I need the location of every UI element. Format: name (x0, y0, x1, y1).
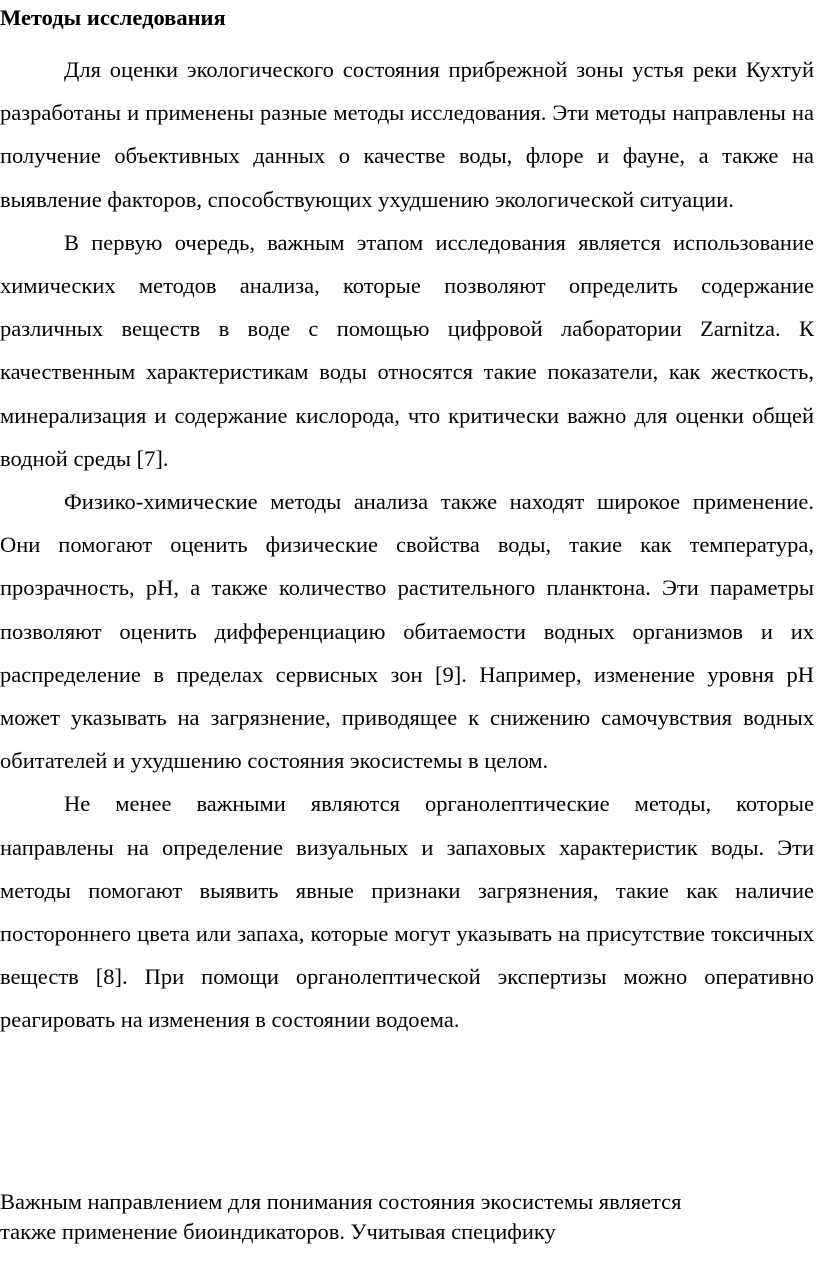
paragraph-bioindicators (0, 1187, 800, 1247)
paragraph-intro: Для оценки экологического состояния прибрежной зоны устья реки Кухтуй разработаны и применены разные методы исследования. Эти методы направлены на получение объективных данных о качестве воды, флоре и фауне, а также на выявление факторов, способствующих ухудшению экологической ситуации. (0, 57, 814, 212)
paragraph-organoleptic-methods: Не менее важными являются органолептические методы, которые направлены на определение визуальных и запаховых характеристик воды. Эти методы помогают выявить явные признаки загрязнения, такие как наличие постороннего цвета или запаха, которые могут указывать на присутствие токсичных веществ [8]. При помощи органолептической экспертизы можно оперативно реагировать на изменения в состоянии водоема. (0, 791, 814, 1033)
section-heading: Методы исследования (0, 5, 226, 30)
paragraph-chemical-methods: В первую очередь, важным этапом исследования является использование химических методов анализа, которые позволяют определить содержание различных веществ в воде с помощью цифровой лаборатории Zarnitza. К качественным характеристикам воды относятся такие показатели, как жесткость, минерализация и содержание кислорода, что критически важно для оценки общей водной среды [7]. (0, 229, 814, 471)
paragraph-bioindicators-line-1: Важным направлением для понимания состояния экосистемы является (0, 1189, 682, 1214)
paragraph-physicochemical-methods: Физико-химические методы анализа также находят широкое применение. Они помогают оценить физические свойства воды, такие как температура, прозрачность, pH, а также количество растительного планктона. Эти параметры позволяют оценить дифференциацию обитаемости водных организмов и их распределение в пределах сервисных зон [9]. Например, изменение уровня pH может указывать на загрязнение, приводящее к снижению самочувствия водных обитателей и ухудшению состояния экосистемы в целом. (0, 489, 814, 774)
body-text (0, 48, 814, 1042)
paragraph-bioindicators-line-2: также применение биоиндикаторов. Учитывая специфику (0, 1219, 556, 1244)
